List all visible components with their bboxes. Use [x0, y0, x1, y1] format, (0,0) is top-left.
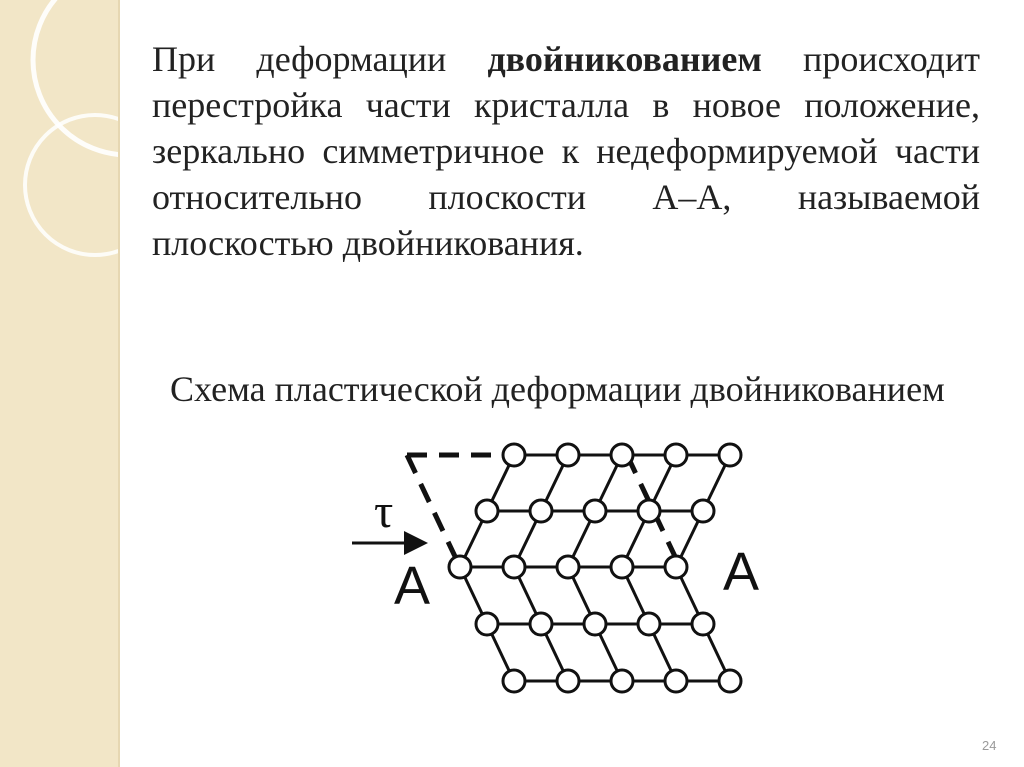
lattice-atom	[530, 613, 552, 635]
lattice-atom	[476, 613, 498, 635]
twinning-scheme	[340, 430, 760, 700]
dashed-left-line	[407, 455, 460, 567]
description-paragraph	[152, 36, 980, 266]
shear-arrow-head-icon	[404, 531, 428, 555]
lattice-atom	[503, 556, 525, 578]
lattice-atom	[665, 444, 687, 466]
lattice-atom	[611, 670, 633, 692]
plane-label-left: A	[394, 556, 431, 616]
lattice-atom	[719, 670, 741, 692]
lattice-atom	[692, 613, 714, 635]
lattice-atom	[503, 444, 525, 466]
lattice-atom	[665, 556, 687, 578]
figure-caption: Схема пластической деформации двойникованием	[170, 369, 945, 409]
paragraph-bold-term: двойникованием	[487, 39, 762, 79]
lattice-atom	[584, 613, 606, 635]
lattice-atom	[611, 444, 633, 466]
page-number: 24	[982, 738, 997, 753]
lattice-lines	[460, 455, 730, 681]
lattice-atom	[557, 670, 579, 692]
lattice-atom	[665, 670, 687, 692]
decorative-rings	[0, 0, 118, 767]
lattice-atom	[611, 556, 633, 578]
paragraph-part1: При деформации	[152, 39, 488, 79]
lattice-atom	[638, 613, 660, 635]
lattice-atom	[584, 500, 606, 522]
lattice-atom	[557, 556, 579, 578]
lattice-atom	[476, 500, 498, 522]
lattice-atom	[530, 500, 552, 522]
tau-label: τ	[374, 485, 394, 538]
lattice-atom	[638, 500, 660, 522]
lattice-atom	[557, 444, 579, 466]
decorative-side-band	[0, 0, 120, 767]
plane-label-right: A	[723, 542, 760, 602]
paragraph-part2: происходит перестройка части кристалла в новое положение, зеркально симметричное к недеформируемой части относительно плоскости А–А, называемой плоскостью двойникования.	[152, 39, 980, 263]
lattice-atom	[692, 500, 714, 522]
lattice-atom	[449, 556, 471, 578]
lattice-atom	[503, 670, 525, 692]
lattice-atom	[719, 444, 741, 466]
